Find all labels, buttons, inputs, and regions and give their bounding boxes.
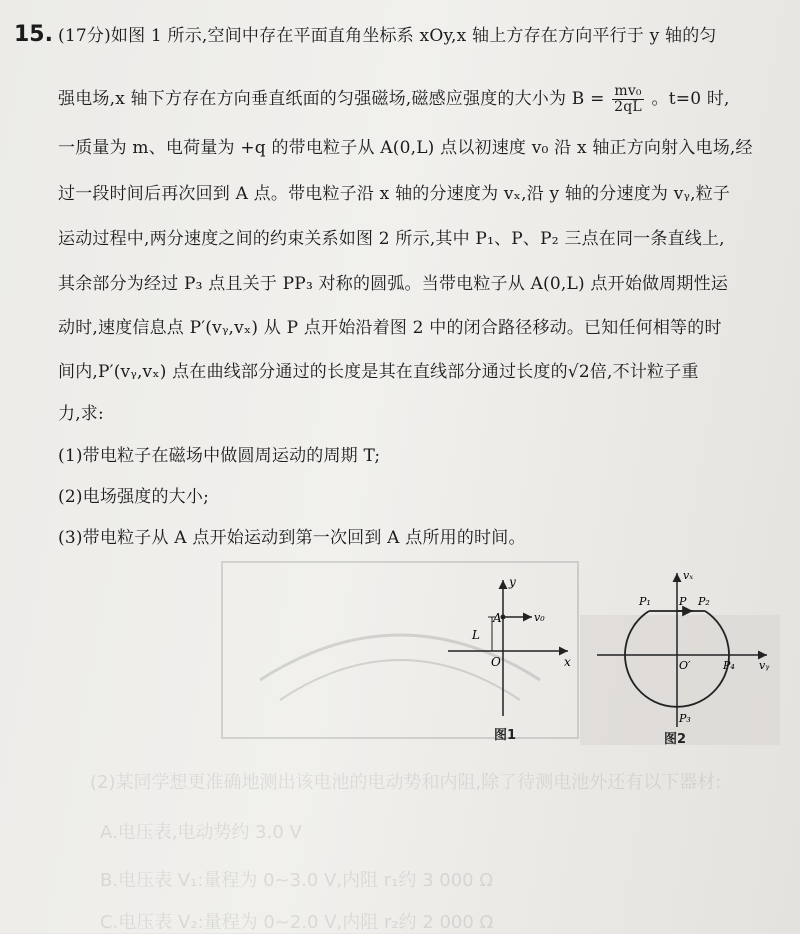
figure-2-diagram bbox=[595, 565, 780, 730]
question-number: 15. bbox=[14, 22, 53, 47]
bleed-through-line: C.电压表 V₂:量程为 0~2.0 V,内阻 r₂约 2 000 Ω bbox=[100, 912, 494, 933]
question-line-5: 运动过程中,两分速度之间的约束关系如图 2 所示,其中 P₁、P、P₂ 三点在同一条直线上, bbox=[58, 229, 725, 249]
axis-vx-label: vₓ bbox=[683, 569, 694, 582]
question-line-1: (17分)如图 1 所示,空间中存在平面直角坐标系 xOy,x 轴上方存在方向平行于 y 轴的匀 bbox=[58, 26, 717, 46]
question-line-4: 过一段时间后再次回到 A 点。带电粒子沿 x 轴的分速度为 vₓ,沿 y 轴的分速度为 vᵧ,粒子 bbox=[58, 184, 731, 204]
point-p-label: P bbox=[679, 595, 687, 608]
formula-denominator: 2qL bbox=[614, 99, 642, 115]
figure-1-axes bbox=[440, 570, 580, 720]
point-p1-label: P₁ bbox=[639, 595, 651, 608]
question-line-2-text: 强电场,x 轴下方存在方向垂直纸面的匀强磁场,磁感应强度的大小为 B = bbox=[58, 89, 605, 109]
sub-question-1: (1)带电粒子在磁场中做圆周运动的周期 T; bbox=[58, 446, 381, 466]
question-line-2-tail: 。t=0 时, bbox=[651, 89, 730, 109]
question-line-3: 一质量为 m、电荷量为 +q 的带电粒子从 A(0,L) 点以初速度 v₀ 沿 x 轴正方向射入电场,经 bbox=[58, 138, 753, 158]
center-label: O′ bbox=[679, 659, 691, 672]
question-line-6: 其余部分为经过 P₃ 点且关于 PP₃ 对称的圆弧。当带电粒子从 A(0,L) 点开始做周期性运 bbox=[58, 274, 729, 294]
point-p4-label: P₄ bbox=[723, 659, 735, 672]
formula-numerator: mv₀ bbox=[612, 84, 644, 100]
point-p2-label: P₂ bbox=[698, 595, 710, 608]
sub-question-3: (3)带电粒子从 A 点开始运动到第一次回到 A 点所用的时间。 bbox=[58, 528, 526, 548]
question-line-7: 动时,速度信息点 P′(vᵧ,vₓ) 从 P 点开始沿着图 2 中的闭合路径移动。已知任何相等的时 bbox=[58, 318, 722, 338]
axis-y-label: y bbox=[509, 575, 516, 589]
field-formula bbox=[612, 84, 644, 115]
bleed-through-line: A.电压表,电动势约 3.0 V bbox=[100, 822, 302, 843]
question-line-9: 力,求: bbox=[58, 404, 104, 424]
length-label: L bbox=[472, 628, 480, 642]
origin-label: O bbox=[491, 655, 501, 669]
sub-question-2: (2)电场强度的大小; bbox=[58, 487, 210, 507]
axis-vy-label: vᵧ bbox=[759, 659, 770, 672]
question-line-8: 间内,P′(vᵧ,vₓ) 点在曲线部分通过的长度是其在直线部分通过长度的√2倍,不计粒子重 bbox=[58, 362, 699, 382]
figure-1-caption: 图1 bbox=[494, 728, 517, 743]
point-p3-label: P₃ bbox=[679, 712, 691, 725]
figure-2-caption: 图2 bbox=[664, 732, 687, 747]
axis-x-label: x bbox=[564, 655, 571, 669]
velocity-label: v₀ bbox=[534, 611, 545, 624]
question-line-2 bbox=[58, 84, 730, 115]
bleed-through-line: (2)某同学想更准确地测出该电池的电动势和内阻,除了待测电池外还有以下器材: bbox=[90, 772, 722, 793]
point-a-label: A bbox=[493, 611, 502, 625]
bleed-through-line: B.电压表 V₁:量程为 0~3.0 V,内阻 r₁约 3 000 Ω bbox=[100, 870, 494, 891]
